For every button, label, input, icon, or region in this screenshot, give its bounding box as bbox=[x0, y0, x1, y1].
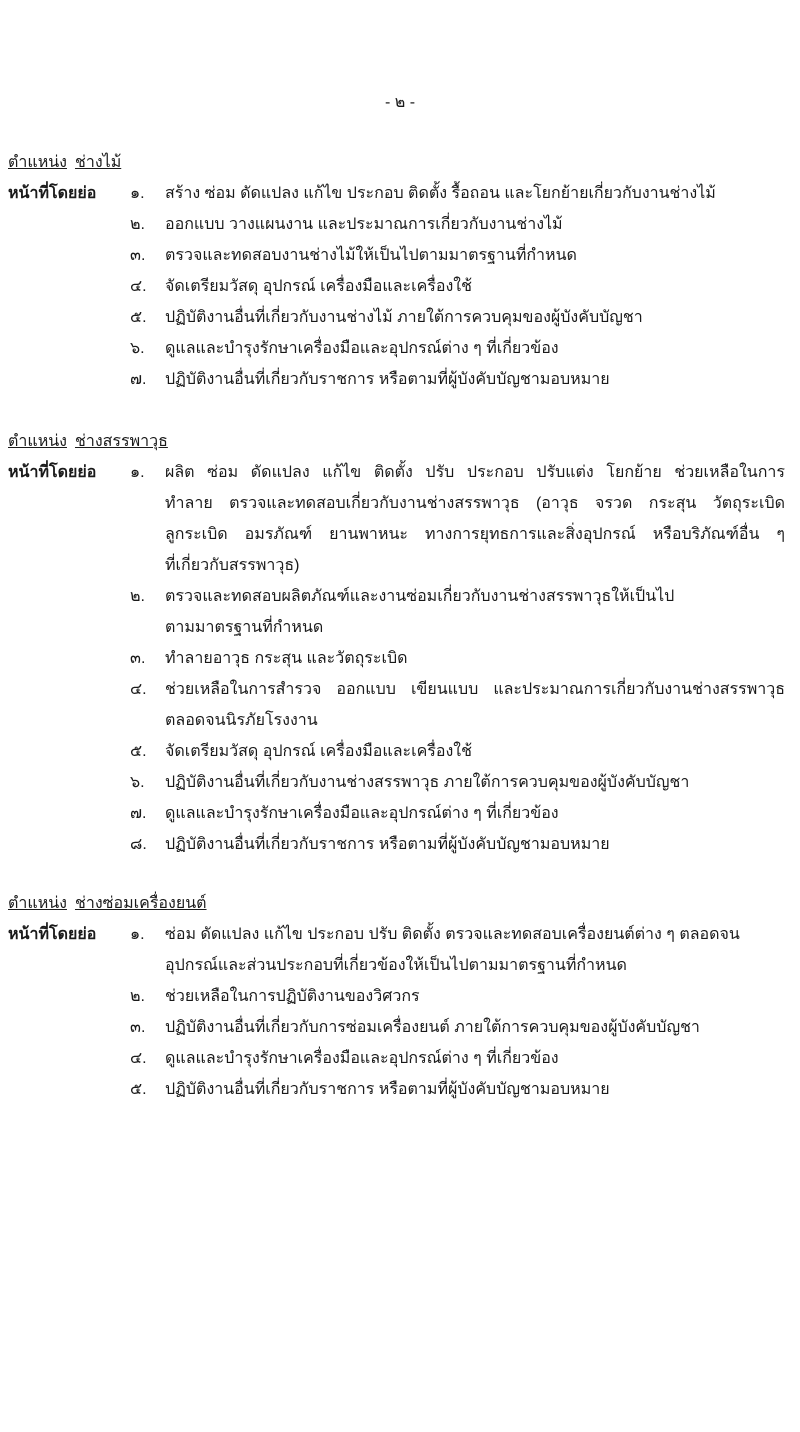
item-text-line: ตรวจและทดสอบงานช่างไม้ให้เป็นไปตามมาตรฐานที่กำหนด bbox=[165, 247, 577, 264]
item-text-line: ช่วยเหลือในการปฏิบัติงานของวิศวกร bbox=[165, 988, 420, 1005]
item-text-line: ทำลายอาวุธ กระสุน และวัตถุระเบิด bbox=[165, 650, 408, 667]
duties-list bbox=[8, 178, 788, 395]
item-number: ๑. bbox=[130, 926, 145, 943]
duties-label: หน้าที่โดยย่อ bbox=[8, 185, 97, 202]
item-text-line: จัดเตรียมวัสดุ อุปกรณ์ เครื่องมือและเครื่องใช้ bbox=[165, 743, 472, 760]
item-number: ๒. bbox=[130, 216, 145, 233]
item-text-line: ออกแบบ วางแผนงาน และประมาณการเกี่ยวกับงานช่างไม้ bbox=[165, 216, 563, 233]
position-title: ช่างสรรพาวุธ bbox=[74, 433, 168, 450]
position-heading bbox=[8, 147, 788, 178]
item-text-line: ปฏิบัติงานอื่นที่เกี่ยวกับการซ่อมเครื่องยนต์ ภายใต้การควบคุมของผู้บังคับบัญชา bbox=[165, 1019, 700, 1036]
duty-item bbox=[8, 981, 788, 1012]
duty-item bbox=[8, 581, 788, 643]
heading-prefix: ตำแหน่ง bbox=[8, 154, 67, 171]
duty-item bbox=[8, 829, 788, 860]
duty-item bbox=[8, 736, 788, 767]
position-title: ช่างซ่อมเครื่องยนต์ bbox=[74, 895, 207, 912]
heading-prefix: ตำแหน่ง bbox=[8, 895, 67, 912]
duty-item bbox=[8, 209, 788, 240]
item-text-line: ลูกระเบิด อมรภัณฑ์ ยานพาหนะ ทางการยุทธการและสิ่งอุปกรณ์ หรือบริภัณฑ์อื่น ๆ bbox=[165, 526, 785, 543]
item-number: ๖. bbox=[130, 774, 145, 791]
item-number: ๖. bbox=[130, 340, 145, 357]
duty-item bbox=[8, 240, 788, 271]
duty-item bbox=[8, 457, 788, 581]
item-number: ๓. bbox=[130, 650, 146, 667]
item-number: ๑. bbox=[130, 464, 145, 481]
item-text-line: ที่เกี่ยวกับสรรพาวุธ) bbox=[165, 557, 300, 574]
item-text-line: สร้าง ซ่อม ดัดแปลง แก้ไข ประกอบ ติดตั้ง รื้อถอน และโยกย้ายเกี่ยวกับงานช่างไม้ bbox=[165, 185, 716, 202]
item-text-line: ปฏิบัติงานอื่นที่เกี่ยวกับราชการ หรือตามที่ผู้บังคับบัญชามอบหมาย bbox=[165, 836, 610, 853]
duty-item bbox=[8, 333, 788, 364]
duty-item bbox=[8, 767, 788, 798]
item-text-line: ทำลาย ตรวจและทดสอบเกี่ยวกับงานช่างสรรพาวุธ (อาวุธ จรวด กระสุน วัตถุระเบิด bbox=[165, 495, 785, 512]
item-text-line: ตามมาตรฐานที่กำหนด bbox=[165, 619, 324, 636]
item-text-line: ซ่อม ดัดแปลง แก้ไข ประกอบ ปรับ ติดตั้ง ตรวจและทดสอบเครื่องยนต์ต่าง ๆ ตลอดจน bbox=[165, 926, 740, 943]
duty-item bbox=[8, 674, 788, 736]
item-number: ๒. bbox=[130, 588, 145, 605]
section-engine-mechanic bbox=[8, 888, 788, 1105]
item-text-line: ปฏิบัติงานอื่นที่เกี่ยวกับราชการ หรือตามที่ผู้บังคับบัญชามอบหมาย bbox=[165, 1081, 610, 1098]
item-number: ๕. bbox=[130, 743, 147, 760]
item-text-line: ปฏิบัติงานอื่นที่เกี่ยวกับงานช่างสรรพาวุธ ภายใต้การควบคุมของผู้บังคับบัญชา bbox=[165, 774, 690, 791]
duty-item bbox=[8, 1074, 788, 1105]
item-number: ๑. bbox=[130, 185, 145, 202]
duty-item bbox=[8, 1043, 788, 1074]
duty-item bbox=[8, 919, 788, 981]
section-carpenter bbox=[8, 147, 788, 395]
position-title: ช่างไม้ bbox=[74, 154, 122, 171]
item-number: ๗. bbox=[130, 371, 147, 388]
item-text-line: ผลิต ซ่อม ดัดแปลง แก้ไข ติดตั้ง ปรับ ประกอบ ปรับแต่ง โยกย้าย ช่วยเหลือในการ bbox=[165, 464, 785, 481]
item-text-line: ดูแลและบำรุงรักษาเครื่องมือและอุปกรณ์ต่าง ๆ ที่เกี่ยวข้อง bbox=[165, 340, 559, 357]
item-text-line: จัดเตรียมวัสดุ อุปกรณ์ เครื่องมือและเครื่องใช้ bbox=[165, 278, 472, 295]
page-number: - ๒ - bbox=[384, 94, 416, 111]
position-heading bbox=[8, 888, 788, 919]
item-text-line: ตรวจและทดสอบผลิตภัณฑ์และงานซ่อมเกี่ยวกับงานช่างสรรพาวุธให้เป็นไป bbox=[165, 588, 675, 605]
duty-item bbox=[8, 798, 788, 829]
duties-label: หน้าที่โดยย่อ bbox=[8, 464, 97, 481]
item-text-line: ปฏิบัติงานอื่นที่เกี่ยวกับราชการ หรือตามที่ผู้บังคับบัญชามอบหมาย bbox=[165, 371, 610, 388]
section-ordnance-technician bbox=[8, 426, 788, 860]
duty-item bbox=[8, 271, 788, 302]
item-number: ๕. bbox=[130, 309, 147, 326]
item-text-line: ช่วยเหลือในการสำรวจ ออกแบบ เขียนแบบ และประมาณการเกี่ยวกับงานช่างสรรพาวุธ bbox=[165, 681, 785, 698]
duty-item bbox=[8, 364, 788, 395]
duties-label: หน้าที่โดยย่อ bbox=[8, 926, 97, 943]
item-text-line: ปฏิบัติงานอื่นที่เกี่ยวกับงานช่างไม้ ภายใต้การควบคุมของผู้บังคับบัญชา bbox=[165, 309, 643, 326]
item-number: ๔. bbox=[130, 681, 147, 698]
position-heading bbox=[8, 426, 788, 457]
item-number: ๔. bbox=[130, 1050, 147, 1067]
heading-prefix: ตำแหน่ง bbox=[8, 433, 67, 450]
duty-item bbox=[8, 178, 788, 209]
duty-item bbox=[8, 643, 788, 674]
item-number: ๗. bbox=[130, 805, 147, 822]
duty-item bbox=[8, 1012, 788, 1043]
item-text-line: ดูแลและบำรุงรักษาเครื่องมือและอุปกรณ์ต่าง ๆ ที่เกี่ยวข้อง bbox=[165, 805, 559, 822]
duties-list bbox=[8, 457, 788, 860]
item-text-line: ดูแลและบำรุงรักษาเครื่องมือและอุปกรณ์ต่าง ๆ ที่เกี่ยวข้อง bbox=[165, 1050, 559, 1067]
item-number: ๕. bbox=[130, 1081, 147, 1098]
duty-item bbox=[8, 302, 788, 333]
duties-list bbox=[8, 919, 788, 1105]
item-number: ๔. bbox=[130, 278, 147, 295]
item-text-line: ตลอดจนนิรภัยโรงงาน bbox=[165, 712, 318, 729]
item-number: ๘. bbox=[130, 836, 147, 853]
item-number: ๓. bbox=[130, 1019, 146, 1036]
item-text-line: อุปกรณ์และส่วนประกอบที่เกี่ยวข้องให้เป็นไปตามมาตรฐานที่กำหนด bbox=[165, 957, 627, 974]
item-number: ๓. bbox=[130, 247, 146, 264]
item-number: ๒. bbox=[130, 988, 145, 1005]
